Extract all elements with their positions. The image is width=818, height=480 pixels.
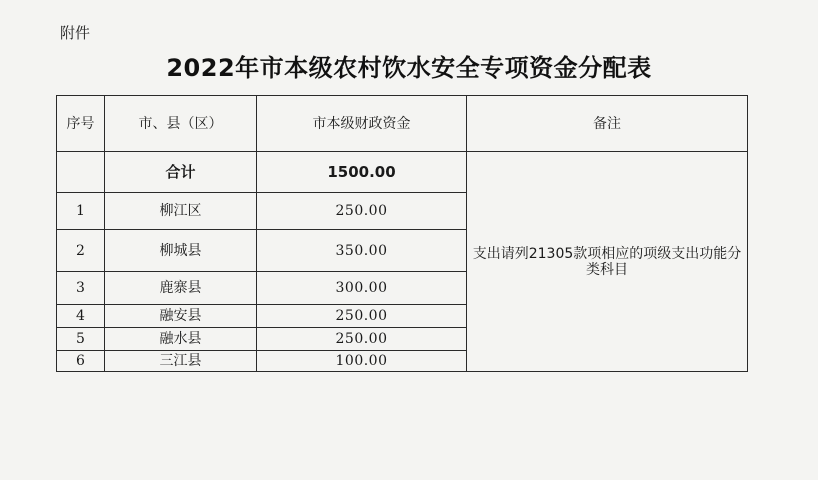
note-cell: 支出请列21305款项相应的项级支出功能分类科目 [467,152,748,372]
header-fund: 市本级财政资金 [257,96,467,152]
row-city: 柳江区 [105,193,257,230]
row-city: 三江县 [105,351,257,372]
header-note: 备注 [467,96,748,152]
allocation-table [56,95,748,372]
row-city: 鹿寨县 [105,272,257,305]
row-seq: 6 [57,351,105,372]
row-fund: 250.00 [257,328,467,351]
row-city: 融安县 [105,305,257,328]
header-city: 市、县（区） [105,96,257,152]
row-seq: 1 [57,193,105,230]
header-seq: 序号 [57,96,105,152]
total-seq-cell [57,152,105,193]
table-header-row [57,96,748,152]
row-fund: 300.00 [257,272,467,305]
total-row [57,152,748,193]
row-seq: 4 [57,305,105,328]
row-fund: 250.00 [257,305,467,328]
document-title: 2022年市本级农村饮水安全专项资金分配表 [166,54,652,82]
total-fund: 1500.00 [257,152,467,193]
row-seq: 3 [57,272,105,305]
row-city: 融水县 [105,328,257,351]
total-label: 合计 [105,152,257,193]
row-fund: 250.00 [257,193,467,230]
row-fund: 350.00 [257,230,467,272]
row-seq: 2 [57,230,105,272]
attachment-label: 附件 [60,24,91,42]
row-city: 柳城县 [105,230,257,272]
row-fund: 100.00 [257,351,467,372]
row-seq: 5 [57,328,105,351]
